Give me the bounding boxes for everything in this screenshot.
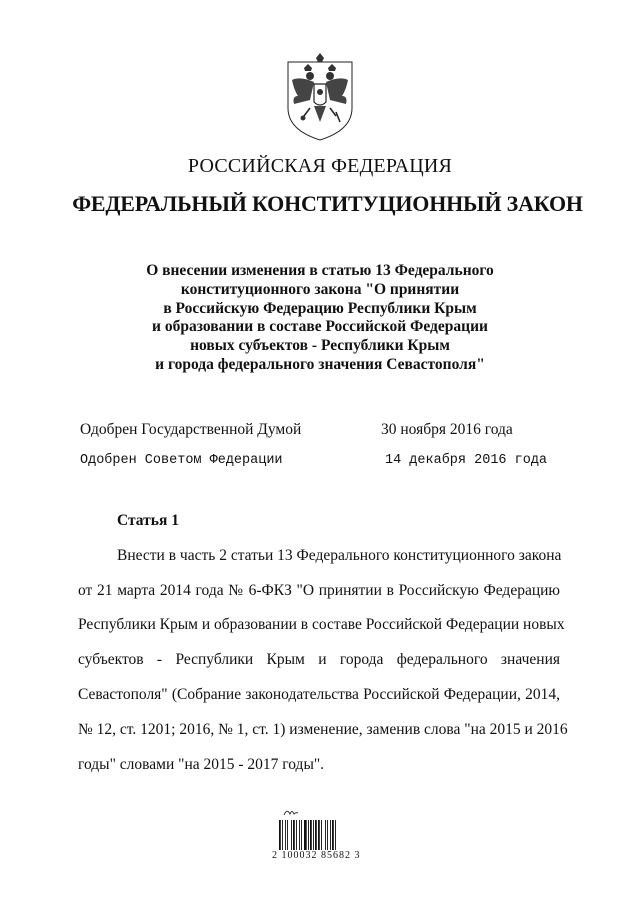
barcode-number: 2 100032 85682 3 <box>272 850 361 861</box>
double-headed-eagle-icon <box>280 50 360 142</box>
article-text-line: Внести в часть 2 статьи 13 Федерального конституционного закона <box>117 547 562 564</box>
article-text-line: № 12, ст. 1201; 2016, № 1, ст. 1) изменение, заменив слова "на 2015 и 2016 <box>78 721 568 738</box>
law-title <box>110 262 530 375</box>
title-line: конституционного закона "О принятии <box>180 280 460 298</box>
article-text-line: годы" словами "на 2015 - 2017 годы". <box>78 756 325 773</box>
title-line: и образовании в составе Российской Федерации <box>152 318 488 336</box>
law-type-heading: ФЕДЕРАЛЬНЫЙ КОНСТИТУЦИОННЫЙ ЗАКОН <box>72 191 583 216</box>
duma-approval-date: 30 ноября 2016 года <box>381 421 513 438</box>
title-line: новых субъектов - Республики Крым <box>190 337 450 355</box>
council-approval-date: 14 декабря 2016 года <box>385 453 548 468</box>
country-name: РОССИЙСКАЯ ФЕДЕРАЦИЯ <box>187 155 453 177</box>
registration-mark-icon <box>283 806 299 818</box>
article-text-line: Севастополя" (Собрание законодательства Российской Федерации, 2014, <box>78 686 560 703</box>
article-text-line: Республики Крым и образовании в составе Российской Федерации новых <box>78 616 565 633</box>
title-line: в Российскую Федерацию Республики Крым <box>163 299 477 317</box>
article-heading: Статья 1 <box>117 512 179 529</box>
council-approval-label: Одобрен Советом Федерации <box>80 453 283 468</box>
article-text-line: от 21 марта 2014 года № 6-ФКЗ "О принятии в Российскую Федерацию <box>78 582 560 599</box>
barcode-icon <box>279 820 367 850</box>
duma-approval-label: Одобрен Государственной Думой <box>80 421 302 438</box>
article-text-line: субъектов - Республики Крым и города федерального значения <box>78 651 560 668</box>
title-line: О внесении изменения в статью 13 Федерального <box>146 262 494 279</box>
title-line: и города федерального значения Севастополя" <box>155 355 485 373</box>
